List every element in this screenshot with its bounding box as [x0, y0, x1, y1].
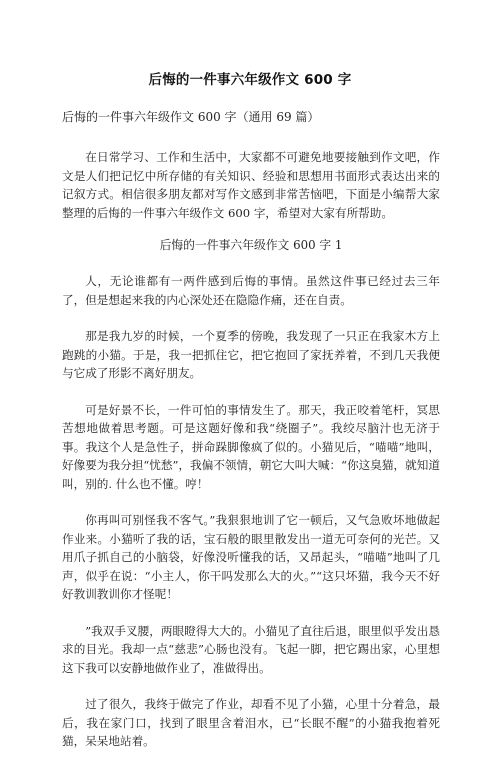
document-body [62, 148, 440, 769]
body-paragraph: ”我双手叉腰，两眼瞪得大大的。小猫见了直往后退，眼里似乎发出恳求的目光。我却一点“慈悲”心肠也没有。飞起一脚，把它踢出家，心里想 这下我可以安静地做作业了，准做得出。 [62, 623, 440, 675]
body-paragraph: 可是好景不长，一件可怕的事情发生了。那天，我正咬着笔杆，冥思苦想地做着思考题。可是这题好像和我“绕圈子”。我绞尽脑汁也无济于事。我这个人是急性子，拼命跺脚像疯了似的。小猫见后，“喵喵”地叫，好像要为我分担“忧愁”，我偏不领情，朝它大叫大喊：“你这臭猫，就知道叫，别的. 什么也不懂。哼！ [62, 402, 440, 491]
body-paragraph: 那是我九岁的时候，一个夏季的傍晚，我发现了一只正在我家木方上跑跳的小猫。于是，我一把抓住它，把它抱回了家抚养着，不到几天我便与它成了形影不离好朋友。 [62, 329, 440, 380]
section-heading: 后悔的一件事六年级作文 600 字 1 [159, 238, 343, 252]
document-subtitle: 后悔的一件事六年级作文 600 字（通用 69 篇） [62, 110, 320, 124]
body-paragraph: 你再叫可别怪我不客气。”我狠狠地训了它一顿后，又气急败坏地做起作业来。小猫听了我的话，宝石般的眼里散发出一道无可奈何的光芒。又用爪子抓自己的小脑袋，好像没听懂我的话，又昂起头，“喵喵”地叫了几声，似乎在说：“小主人，你干吗发那么大的火。”“这只坏猫，我今天不好好教训教训你才怪呢！ [62, 513, 440, 601]
body-paragraph: 过了很久，我终于做完了作业，却看不见了小猫，心里十分着急，最后，我在家门口，找到了眼里含着泪水，已“长眠不醒”的小猫我抱着死猫，呆呆地站着。 [62, 697, 440, 748]
intro-paragraph: 在日常学习、工作和生活中，大家都不可避免地要接触到作文吧，作文是人们把记忆中所存储的有关知识、经验和思想用书面形式表达出来的记叙方式。相信很多朋友都对写作文感到非常苦恼吧，下面是小编帮大家整理的后悔的一件事六年级作文 600 字，希望对大家有所帮助。 [62, 150, 440, 220]
document-title: 后悔的一件事六年级作文 600 字 [148, 72, 352, 88]
body-paragraph: 人，无论谁都有一两件感到后悔的事情。虽然这件事已经过去三年了，但是想起来我的内心深处还在隐隐作痛，还在自责。 [62, 274, 440, 307]
